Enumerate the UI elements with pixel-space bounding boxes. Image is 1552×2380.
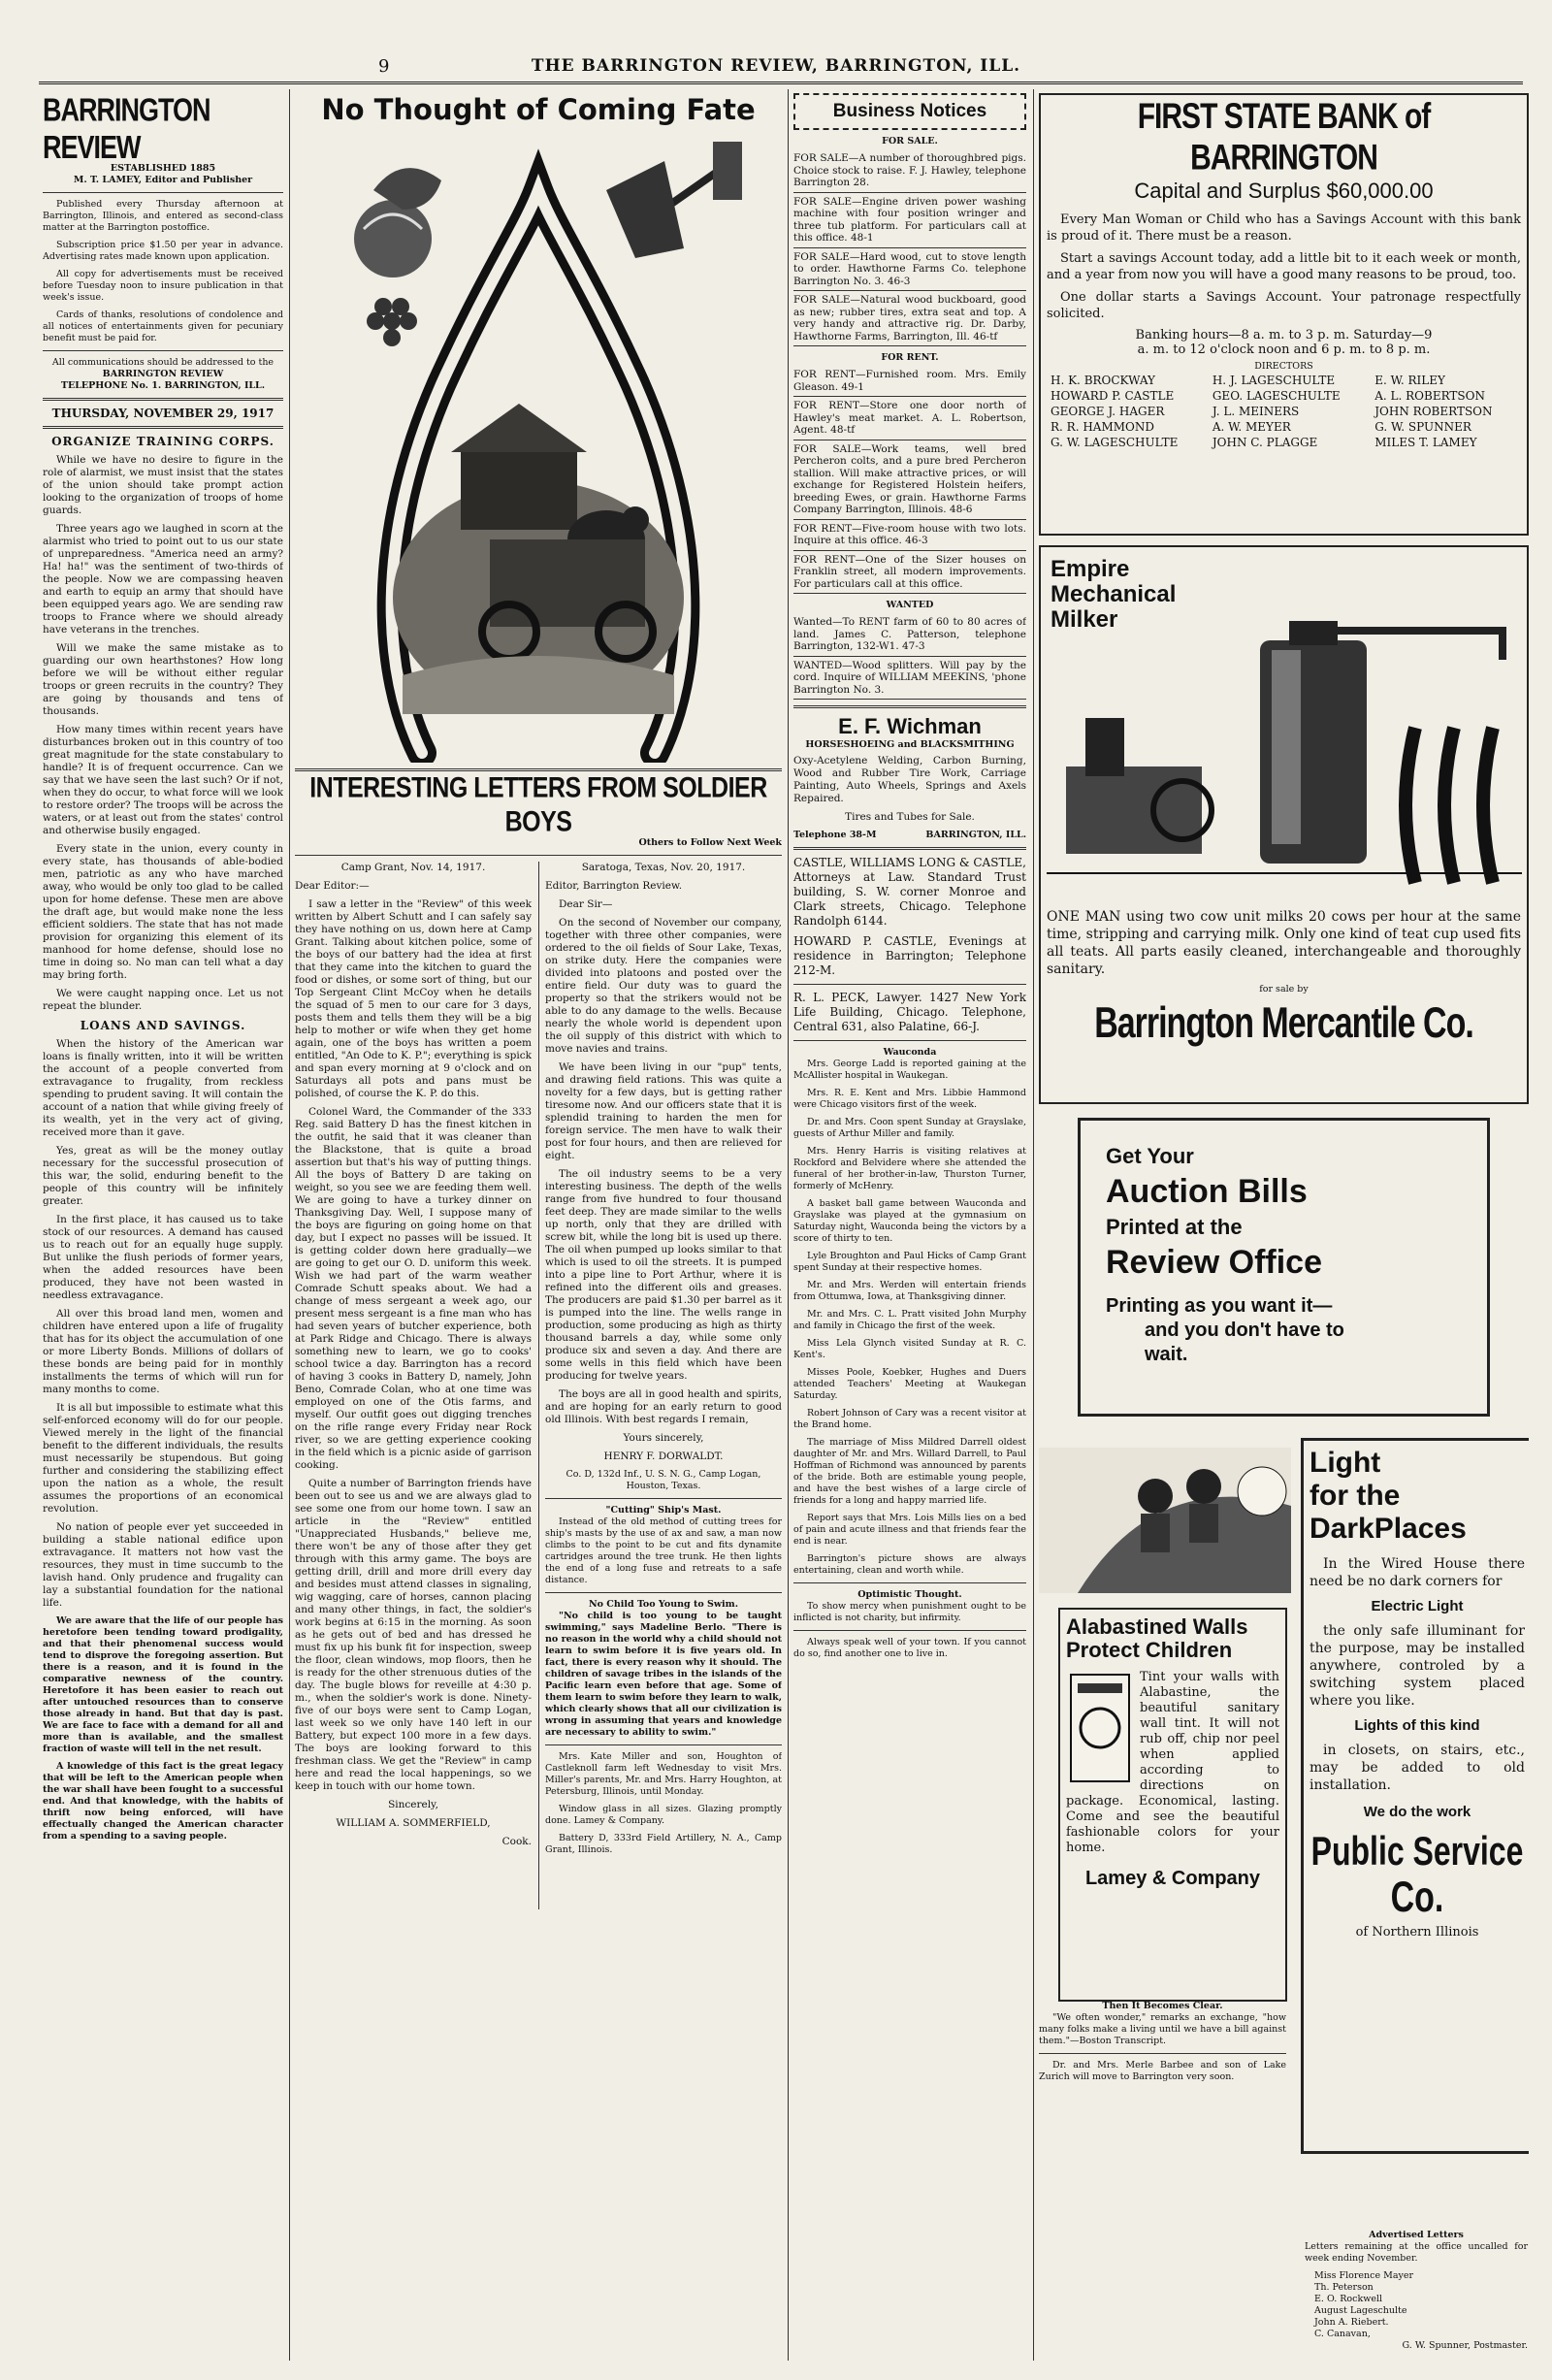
wichman-services: Oxy-Acetylene Welding, Carbon Burning, Wood and Rubber Tire Work, Carriage Painting, Auto Wheels, Springs and Axels Repaired. [793, 755, 1026, 804]
milker-dealer: Barrington Mercantile Co. [1094, 999, 1473, 1048]
business-notices-title: Business Notices [793, 93, 1026, 130]
auction-l7: wait. [1145, 1344, 1188, 1365]
small-column [1039, 2001, 1286, 2089]
light-section [1039, 1438, 1529, 2156]
light-illustration [1039, 1448, 1291, 1593]
swim-text: "No child is too young to be taught swimming," says Madeline Berlo. "There is no reason in the world why a child should not learn to swim before it is five years old. In fact, there is every reason why it should. The children of savage tribes in the islands of the Pacific learn even before that age. Some of them learn to swim before they learn to walk, which clearly shows that all our civilization is wrong in assuming that years and knowledge are necessary to ability to swim." [545, 1611, 782, 1738]
masthead-paper-name: BARRINGTON REVIEW [102, 369, 224, 379]
wichman-name: E. F. Wichman [838, 714, 982, 738]
news-item: The marriage of Miss Mildred Darrell oldest daughter of Mr. and Mrs. Willard Darrell, to Paul Hoffman of Richmond was announced by parents of the bride. Both are estimable young people, and have the best wishes of a large circle of friends for a long and happy married life. [793, 1437, 1026, 1506]
light-co1: Public Service [1310, 1828, 1524, 1875]
director: JOHN ROBERTSON [1374, 405, 1493, 418]
always-text: Always speak well of your town. If you cannot do so, find another one to live in. [793, 1637, 1026, 1659]
director: H. J. LAGESCHULTE [1212, 374, 1336, 387]
advertised-name: C. Canavan, [1314, 2329, 1371, 2339]
light-title3: DarkPlaces [1310, 1513, 1467, 1545]
advertised-name: John A. Riebert. [1314, 2317, 1389, 2328]
masthead-cards: Cards of thanks, resolutions of condolence and all notices of entertainments given for pecuniary benefit must be paid for. [43, 310, 283, 343]
classified-ad: FOR SALE—A number of thoroughbred pigs. Choice stock to raise. F. J. Hawley, telephone Barrington 28. [793, 149, 1026, 193]
news-item: Battery D, 333rd Field Artillery, N. A., Camp Grant, Illinois. [545, 1833, 782, 1855]
letters-subtitle: Others to Follow Next Week [638, 837, 782, 848]
mast-text: Instead of the old method of cutting trees for ship's masts by the use of ax and saw, a man now climbs to the point to be cut and fits dynamite cartridges around the tree trunk. He then lights the end of a long fuse and retreats to a safe distance. [545, 1516, 782, 1585]
classified-ad: WANTED—Wood splitters. Will pay by the cord. Inquire of WILLIAM MEEKINS, 'phone Barrington No. 3. [793, 657, 1026, 701]
bank-capital: Capital and Surplus $60,000.00 [1134, 179, 1434, 203]
bank-directors-title: DIRECTORS [1254, 361, 1313, 372]
news-item: Barrington's picture shows are always entertaining, clean and worth while. [793, 1553, 1026, 1576]
for-rent-heading: FOR RENT. [881, 352, 939, 363]
letter2-salutation2: Dear Sir— [559, 898, 613, 910]
swim-title: No Child Too Young to Swim. [588, 1599, 739, 1610]
auction-bills-ad [1078, 1118, 1490, 1417]
wichman-telephone: Telephone 38-M [793, 830, 877, 840]
optimistic-text: To show mercy when punishment ought to be inflicted is not charity, but infirmity. [793, 1601, 1026, 1623]
light-title2: for the [1310, 1480, 1401, 1512]
wichman-town: BARRINGTON, ILL. [925, 830, 1026, 840]
director: A. W. MEYER [1212, 420, 1291, 434]
letter2-dateline: Saratoga, Texas, Nov. 20, 1917. [581, 862, 746, 873]
letter2-unit: Co. D, 132d Inf., U. S. N. G., Camp Logan, Houston, Texas. [566, 1469, 761, 1491]
letter2-signature: HENRY F. DORWALDT. [603, 1451, 724, 1462]
alabastine-package-icon [1066, 1670, 1134, 1786]
milker-ad [1039, 545, 1529, 1104]
classified-ad: Wanted—To RENT farm of 60 to 80 acres of land. James C. Patterson, telephone Barrington, 132-W1. 47-3 [793, 613, 1026, 657]
director: R. R. HAMMOND [1051, 420, 1154, 434]
director: J. L. MEINERS [1212, 405, 1300, 418]
paragraph: I saw a letter in the "Review" of this week written by Albert Schutt and I can safely say they have nothing on us, down here at Camp Grant. Talking about kitchen police, some of the boys of our battery had the idea at first that they came into the kitchen to guard the food or dishes, or some sort of thing, but our Top Sergeant Clint McCoy when he details the squad of 5 men to our care for 3 days, posts them and tells them they will be a big help to mother or wife when they get home again, one of the boys has written a poem entitled, "An Ode to K. P."; everything is spick and span every morning at 9 o'clock and on Saturdays all pots and pans must be polished, of course the K. P. do this. [295, 898, 532, 1099]
column-ads [1039, 93, 1529, 2361]
optimistic-title: Optimistic Thought. [857, 1589, 962, 1600]
auction-l1: Get Your [1106, 1144, 1194, 1168]
mast-title: "Cutting" Ship's Mast. [605, 1505, 722, 1516]
advertised-letters-box [1305, 2230, 1528, 2352]
masthead-title: BARRINGTON REVIEW [43, 93, 210, 166]
director: G. W. LAGESCHULTE [1051, 436, 1179, 449]
masthead-telephone: TELEPHONE No. 1. BARRINGTON, ILL. [60, 380, 266, 391]
letter1-signature: WILLIAM A. SOMMERFIELD, [336, 1817, 491, 1829]
advertised-intro: Letters remaining at the office uncalled for week ending November. [1305, 2241, 1528, 2264]
letter1-role: Cook. [501, 1836, 532, 1847]
running-title: THE BARRINGTON REVIEW, BARRINGTON, ILL. [531, 56, 1021, 76]
letter1-dateline: Camp Grant, Nov. 14, 1917. [340, 862, 486, 873]
alabastine-ad [1058, 1608, 1287, 2002]
director: GEORGE J. HAGER [1051, 405, 1165, 418]
news-item: Dr. and Mrs. Merle Barbee and son of Lake Zurich will move to Barrington very soon. [1039, 2060, 1286, 2082]
bank-directors-table [1047, 373, 1521, 450]
letter2-salutation: Editor, Barrington Review. [545, 880, 683, 892]
paragraph: While we have no desire to figure in the role of alarmist, we must insist that the states of the union should take prompt action looking to the organization of troops of home guards. [43, 454, 283, 516]
masthead-address: All communications should be addressed to the [51, 357, 275, 368]
column-rule [788, 89, 789, 2361]
director: H. K. BROCKWAY [1051, 374, 1155, 387]
light-text1: In the Wired House there need be no dark corners for [1310, 1556, 1525, 1589]
paragraph: No nation of people ever yet succeeded in building a stable national edifice upon extravagance. It matters not how vast the resources, they must in time succumb to the lavish hand. Only prudence and frugality can lay a substantial foundation for the national life. [43, 1521, 283, 1609]
director: G. W. SPUNNER [1374, 420, 1471, 434]
auction-l5: Printing as you want it— [1106, 1295, 1333, 1317]
paragraph: The oil industry seems to be a very interesting business. The depth of the wells range from five hundred to four thousand feet deep. They are made similar to the wells up north, only that they are drilled with screw bit, while the long bit is used up there. The oil when pumped up looks similar to that which is used to oil the streets. It is pumped into a pipe line to Port Arthur, where it is refined into the different oils and greases. The producers are paid $1.30 per barrel as it is pumped into the line. The wells range in production, some producing as high as thirty thousand barrels a day, while some only produce six and seven a day. And there are some wells in this field which have been producing for twelve years. [545, 1168, 782, 1382]
light-subtitle2: Lights of this kind [1354, 1717, 1480, 1734]
alabastine-dealer: Lamey & Company [1084, 1868, 1261, 1889]
column-letters [295, 93, 782, 2361]
clear-title: Then It Becomes Clear. [1102, 2001, 1223, 2011]
news-item: Robert Johnson of Cary was a recent visitor at the Brand home. [793, 1408, 1026, 1430]
for-sale-heading: FOR SALE. [882, 136, 938, 147]
paragraph: Will we make the same mistake as to guarding our own hearthstones? How long before we will be without either regular troops or green recruits in the country? They are going by thousands and tens of thousands. [43, 642, 283, 717]
advertised-name: Th. Peterson [1314, 2282, 1374, 2293]
classified-ad: FOR SALE—Natural wood buckboard, good as new; rubber tires, extra seat and top. A very handy and attractive rig. Dr. Darby, Hawthorne Farms, Barrington, Ill. 46-tf [793, 291, 1026, 346]
paragraph: Three years ago we laughed in scorn at the alarmist who tried to point out to us our state of unpreparedness. "America need an army? Ha! ha!" was the sentiment of two-thirds of the people. Now we are compassing heaven and earth to equip an army that should have been equipped years ago. We are sending raw troops to France where we should already have veterans in the trenches. [43, 523, 283, 636]
classified-ad: FOR RENT—Store one door north of Hawley's meat market. A. L. Robertson, Agent. 48-tf [793, 397, 1026, 440]
news-item: Misses Poole, Koebker, Hughes and Duers attended Teachers' Meeting at Waukegan Saturday. [793, 1367, 1026, 1401]
news-item: Mrs. George Ladd is reported gaining at the McAllister hospital in Waukegan. [793, 1059, 1026, 1081]
advertised-name: E. O. Rockwell [1314, 2294, 1383, 2304]
paragraph: We were caught napping once. Let us not repeat the blunder. [43, 988, 283, 1012]
paragraph: We have been living in our "pup" tents, and drawing field rations. This was quite a novelty for a few days, but is getting rather tiresome now. And our officers state that it is splendid training to harden the men for foreign service. The men have to walk their post for four hours, and then are relieved for eight. [545, 1061, 782, 1161]
paragraph: Colonel Ward, the Commander of the 333 Reg. said Battery D has the finest kitchen in the outfit, he said that it was cleaner than the Blackstone, that is quite a broad assertion but that's his way of putting things. All the boys of Battery D are taking on weight, so you see we are feeding them well. We are going to have a turkey dinner on Thanksgiving Day. Well, I suppose many of the boys are figuring on going home on that day, but I expect no passes will be issued. It is getting colder down here gradually—we are going to get our O. D. uniform this week. Wish we had part of the warm weather Comrade Schutt speaks about. We had a change of mess sergeant a week ago, our present mess sergeant is a fine man who has had seven years of butcher experience, both at Park Ridge and Chicago. There is always something new to learn, we go to cooks' school twice a day. Barrington has a record of having 3 cooks in Battery D, namely, John Beno, Comrade Colan, who at one time was employed on one of the Otis farms, and myself. Our outfit goes out digging trenches on the rifle range every Friday near Rock river, so we are getting experience cooking in the field which is a picnic aside of garrison cooking. [295, 1106, 532, 1471]
masthead-established: ESTABLISHED 1885 [110, 163, 216, 174]
wichman-footer [793, 830, 1026, 841]
auction-l3: Printed at the [1106, 1215, 1243, 1239]
advertised-title: Advertised Letters [1369, 2230, 1464, 2240]
director: A. L. ROBERTSON [1374, 389, 1485, 403]
castle-card: CASTLE, WILLIAMS LONG & CASTLE, Attorneys at Law. Standard Trust building, S. W. corner Monroe and Clark streets, Chicago. Telephone Randolph 6144. [793, 856, 1026, 928]
paragraph: A knowledge of this fact is the great legacy that will be left to the American people when the war shall have been fought to a successful end. And that knowledge, with the habits of thrift now being enforced, will have effectually changed the American character from a spending to a saving people. [43, 1761, 283, 1842]
news-item: Mr. and Mrs. Werden will entertain friends from Ottumwa, Iowa, at Thanksgiving dinner. [793, 1280, 1026, 1302]
light-text2: the only safe illuminant for the purpose, may be installed anywhere, controled by a switching system placed where you like. [1310, 1623, 1525, 1709]
classified-ad: FOR SALE—Engine driven power washing machine with four position wringer and three tub platform. For particulars call at this office. 48-1 [793, 193, 1026, 248]
light-text3: in closets, on stairs, etc., may be added to old installation. [1310, 1743, 1525, 1793]
letter2-closing: Yours sincerely, [623, 1432, 704, 1444]
masthead-editor: M. T. LAMEY, Editor and Publisher [73, 175, 253, 185]
auction-l6: and you don't have to [1145, 1320, 1344, 1341]
paragraph: How many times within recent years have disturbances broken out in this country of too great magnitude for the state constabulary to handle? It is of frequent occurrence. Can we say that we have seen the last such? Or if not, when they do occur, to what force will we look to restore order? The troops will be across the waters, or at least out from the states' control and otherwise busily engaged. [43, 724, 283, 836]
paragraph: In the first place, it has caused us to take stock of our resources. A demand has caused us to reach out for an equally huge supply. But unlike the flush periods of former years, when the added resources have been produced, they have not been wasted in needless extravagance. [43, 1214, 283, 1301]
advertised-postmaster: G. W. Spunner, Postmaster. [1402, 2340, 1528, 2351]
wishbone-cartoon-icon [315, 132, 761, 763]
masthead-copy: All copy for advertisements must be received before Tuesday noon to insure publication in that week's issue. [43, 269, 283, 303]
news-item: Mr. and Mrs. C. L. Pratt visited John Murphy and family in Chicago the first of the week. [793, 1309, 1026, 1331]
auction-l4: Review Office [1106, 1244, 1322, 1281]
column-notices [793, 93, 1026, 2361]
cartoon-illustration [315, 132, 761, 763]
page-number: 9 [378, 56, 390, 77]
classified-ad: FOR SALE—Hard wood, cut to stove length to order. Hawthorne Farms Co. telephone Barrington No. 3. 46-3 [793, 248, 1026, 292]
paragraph: When the history of the American war loans is finally written, into it will be written the account of a people converted from extravagance to frugality, from reckless spending to prudent saving. It will contain the account of a nation that while giving freely of its wealth, yet in the very act of giving, received more than it gave. [43, 1038, 283, 1138]
alabastine-title: Alabastined Walls Protect Children [1066, 1614, 1248, 1662]
light-we-do: We do the work [1363, 1804, 1471, 1820]
letters-columns [295, 862, 782, 1909]
letter1-salutation: Dear Editor:— [295, 880, 370, 892]
bank-text3: One dollar starts a Savings Account. Your patronage respectfully solicited. [1047, 290, 1521, 321]
wichman-trade: HORSESHOEING and BLACKSMITHING [805, 739, 1015, 750]
editorial-heading-loans: LOANS AND SAVINGS. [80, 1019, 246, 1032]
director: JOHN C. PLAGGE [1212, 436, 1318, 449]
clear-text: "We often wonder," remarks an exchange, "how many folks make a living until we have a bill against them."—Boston Transcript. [1039, 2012, 1286, 2046]
peck-card: R. L. PECK, Lawyer. 1427 New York Life Building, Chicago. Telephone, Central 631, also Palatine, 66-J. [793, 991, 1026, 1033]
bank-text2: Start a savings Account today, add a little bit to it each week or month, and a year from now you will have a good many reasons to be proud, too. [1047, 251, 1521, 282]
advertised-name: Miss Florence Mayer [1314, 2270, 1414, 2281]
news-item: Mrs. Henry Harris is visiting relatives at Rockford and Belvidere where she attended the funeral of her brother-in-law, Thurston Turner, formerly of McHenry. [793, 1146, 1026, 1191]
director: MILES T. LAMEY [1374, 436, 1477, 449]
bank-hours2: a. m. to 12 o'clock noon and 6 p. m. to 8 p. m. [1137, 342, 1431, 357]
alabastine-text: Tint your walls with Alabastine, the beautiful sanitary wall tint. It will not rub off, chip nor peel when applied according to directions on package. Economical, lasting. Come and see the beautiful fashionable colors for your home. [1066, 1670, 1279, 1855]
wanted-heading: WANTED [886, 600, 934, 610]
news-item: Report says that Mrs. Lois Mills lies on a bed of pain and acute illness and that friends fear the end is near. [793, 1513, 1026, 1547]
classified-ad: FOR RENT—Furnished room. Mrs. Emily Gleason. 49-1 [793, 366, 1026, 397]
news-item: Mrs. R. E. Kent and Mrs. Libbie Hammond were Chicago visitors first of the week. [793, 1088, 1026, 1110]
bank-hours1: Banking hours—8 a. m. to 3 p. m. Saturday—9 [1135, 328, 1433, 342]
bank-name: FIRST STATE BANK of BARRINGTON [1137, 96, 1431, 179]
director: HOWARD P. CASTLE [1051, 389, 1175, 403]
classified-ad: FOR SALE—Work teams, well bred Percheron colts, and a pure bred Percheron stallion. Will make attractive prices, or will exchange for Registered Holstein heifers, breeding Ewes, or grain. Hawthorne Farms Company Barrington, Illinois. 48-6 [793, 440, 1026, 520]
bank-text1: Every Man Woman or Child who has a Savings Account with this bank is proud of it. There must be a reason. [1047, 212, 1521, 244]
paragraph: The boys are all in good health and spirits, and are hoping for an early return to good old Illinois. With best regards I remain, [545, 1388, 782, 1425]
bank-ad [1039, 93, 1529, 536]
milker-text: ONE MAN using two cow unit milks 20 cows per hour at the same time, stripping and carrying milk. Only one kind of teat cup used fits all teats. All parts easily cleaned, interchangeable and thoroughly sanitary. [1047, 909, 1521, 977]
news-item: Dr. and Mrs. Coon spent Sunday at Grayslake, guests of Arthur Miller and family. [793, 1117, 1026, 1139]
public-service-ad [1301, 1438, 1529, 2154]
director: E. W. RILEY [1374, 374, 1445, 387]
light-co3: of Northern Illinois [1355, 1925, 1479, 1940]
news-item: Window glass in all sizes. Glazing promptly done. Lamey & Company. [545, 1804, 782, 1826]
wauconda-title: Wauconda [883, 1047, 937, 1058]
paragraph: We are aware that the life of our people has heretofore been tending toward prodigality, and that their phenomenal success would tend to disprove the foregoing assertion. But there is a reason, and it is found in the comparative newness of the country. Heretofore it has been easier to reach out after untouched resources than to conserve those already in hand. But that day is past. We are face to face with a demand for all and more than is available, and the smallest fraction of waste will tell in the net result. [43, 1615, 283, 1754]
milker-for-sale: for sale by [1259, 984, 1309, 994]
letter1-closing: Sincerely, [388, 1799, 438, 1810]
issue-date: THURSDAY, NOVEMBER 29, 1917 [51, 407, 275, 420]
column-rule [289, 89, 290, 2361]
director: GEO. LAGESCHULTE [1212, 389, 1341, 403]
wichman-tires: Tires and Tubes for Sale. [845, 811, 975, 823]
letters-headline: INTERESTING LETTERS FROM SOLDIER BOYS [309, 771, 767, 838]
paragraph: Every state in the union, every county in every state, has thousands of able-bodied men, patriotic as any who have marched away, who would be only too glad to be called upon for home defense. These men are above the draft age, but would make none the less efficient soldiers. The state that has not made provision for organizing this element of its manhood for home defense, should lose no time in doing so. No man can tell what a day may bring forth. [43, 843, 283, 981]
paragraph: Quite a number of Barrington friends have been out to see us and we are always glad to see some one from our home town. I saw an article in the "Review" entitled "Unappreciated Husbands," believe me, there won't be any of those after they get through with this army game. The boys are getting drill, drill and more drill every day and besides must attend classes in signaling, wig wagging, care of horses, cannon placing and many other things, in fact, the soldier's work begins at 6:15 in the morning. As soon as he gets out of bed and has dressed he must fix up his bunk fit for inspection, sweep the floor, clean windows, mop floors, then he is ready for the other strenuous duties of the day. The bugle blows for reveille at 4:30 p. m., when the soldier's work is done. Ninety-five of our boys were sent to Camp Logan, last week so we only have 140 left in our Battery, but expect 100 more in a few days. The boys are looking forward to this freshman class. We get the "Review" in camp here and read the local happenings, so we keep in touch with our home town. [295, 1478, 532, 1792]
auction-l2: Auction Bills [1106, 1173, 1308, 1210]
masthead-published: Published every Thursday afternoon at Barrington, Illinois, and entered as second-class matter at the Barrington postoffice. [43, 199, 283, 233]
light-co2: Co. [1390, 1874, 1444, 1922]
children-bed-icon [1039, 1448, 1291, 1593]
column-editorial [43, 93, 283, 2361]
paragraph: It is all but impossible to estimate what this self-enforced economy will do for our people. Viewed merely in the light of the financial benefit to the different individuals, the results must necessarily be stupendous. But going further and considering the stabilizing effect upon the nation as a whole, the result assumes the proportions of an economical revolution. [43, 1402, 283, 1515]
news-item: Lyle Broughton and Paul Hicks of Camp Grant spent Sunday at their respective homes. [793, 1251, 1026, 1273]
news-item: A basket ball game between Wauconda and Grayslake was played at the gymnasium on Saturday night, Wauconda being the victors by a score of thirty to ten. [793, 1198, 1026, 1244]
paragraph: All over this broad land men, women and children have entered upon a life of frugality that has for its object the accumulation of one or more Liberty Bonds. Millions of dollars of these bonds are being paid for in monthly installments the terms of which will run for many months to come. [43, 1308, 283, 1395]
news-item: Miss Lela Glynch visited Sunday at R. C. Kent's. [793, 1338, 1026, 1360]
classified-ad: FOR RENT—One of the Sizer houses on Franklin street, all modern improvements. For particulars call at this office. [793, 551, 1026, 595]
paragraph: Yes, great as will be the money outlay necessary for the successful prosecution of this war, the solid, enduring benefit to the people of this country will be infinitely greater. [43, 1145, 283, 1207]
milker-title: Empire Mechanical Milker [1051, 556, 1177, 633]
castle-evening-card: HOWARD P. CASTLE, Evenings at residence in Barrington; Telephone 212-M. [793, 934, 1026, 977]
column-rule [1033, 89, 1034, 2361]
light-title1: Light [1310, 1447, 1381, 1479]
masthead-subscription: Subscription price $1.50 per year in advance. Advertising rates made known upon application. [43, 240, 283, 262]
top-rule [39, 82, 1523, 84]
paragraph: On the second of November our company, together with three other companies, were ordered to the oil fields of Sour Lake, Texas, on strike duty. Here the companies were divided into platoons and posted over the entire field. Our duty was to guard the property so that the strikers would not be able to do any damage to the wells. Because nearly the whole world is dependent upon the oil supply of this district with which to move navies and trains. [545, 917, 782, 1055]
classified-ad: FOR RENT—Five-room house with two lots. Inquire at this office. 46-3 [793, 520, 1026, 551]
cartoon-title: No Thought of Coming Fate [321, 93, 756, 126]
editorial-heading-training: ORGANIZE TRAINING CORPS. [51, 435, 275, 448]
light-subtitle: Electric Light [1371, 1598, 1464, 1614]
news-item: Mrs. Kate Miller and son, Houghton of Castleknoll farm left Wednesday to visit Mrs. Miller's parents, Mr. and Mrs. Harry Houghton, at Petersburg, Illinois, until Monday. [545, 1751, 782, 1797]
advertised-name: August Lageschulte [1314, 2305, 1407, 2316]
